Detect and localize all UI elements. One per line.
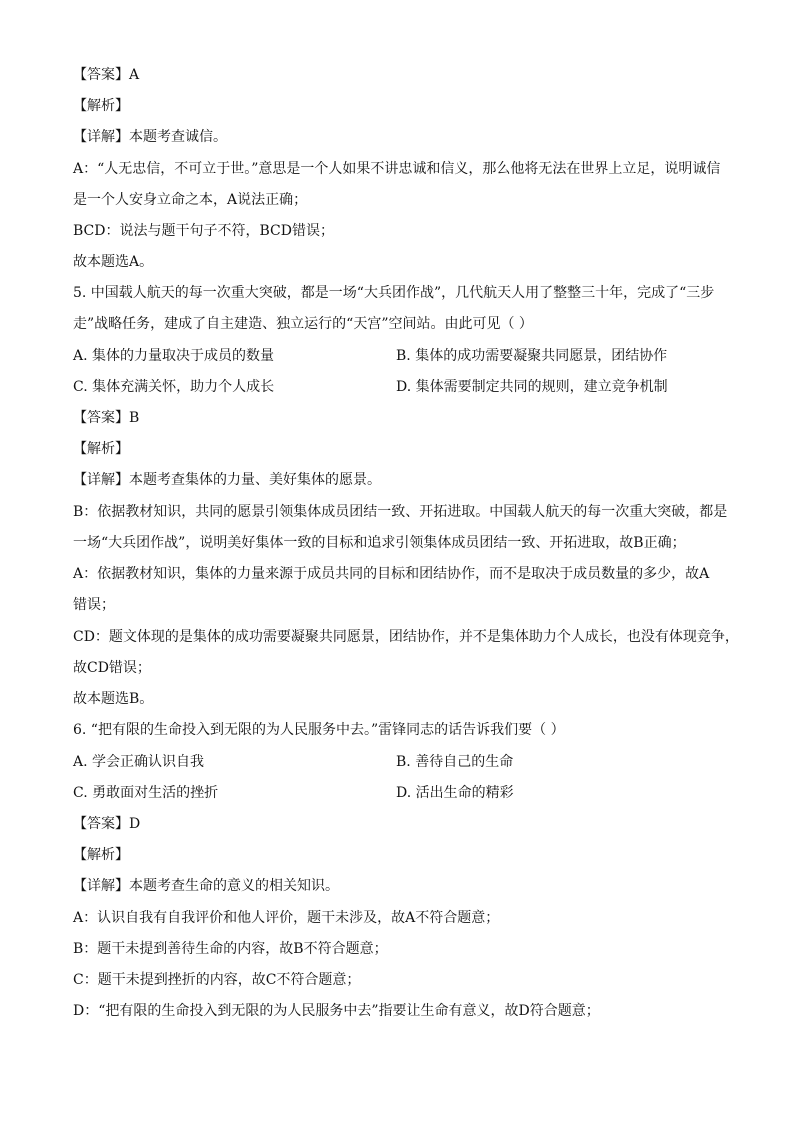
- explanation-line: 故CD错误；: [73, 660, 151, 676]
- explanation-line: B：依据教材知识，共同的愿景引领集体成员团结一致、开拓进取。中国载人航天的每一次重大突破，都是: [73, 504, 728, 520]
- explanation-line: 一场“大兵团作战”，说明美好集体一致的目标和追求引领集体成员团结一致、开拓进取，故B正确；: [73, 535, 686, 551]
- explanation-line: 是一个人安身立命之本，A说法正确；: [73, 192, 308, 208]
- option-b: B. 集体的成功需要凝聚共同愿景，团结协作: [396, 348, 668, 364]
- analysis-label: 【解析】: [73, 847, 129, 863]
- detail-line: 【详解】本题考查诚信。: [73, 129, 227, 145]
- option-a: A. 集体的力量取决于成员的数量: [73, 348, 275, 364]
- answer-label: 【答案】A: [73, 67, 140, 83]
- option-b: B. 善待自己的生命: [396, 754, 514, 770]
- explanation-line: 错误；: [73, 597, 115, 613]
- explanation-line: 故本题选B。: [73, 691, 154, 707]
- explanation-line: A：依据教材知识，集体的力量来源于成员共同的目标和团结协作，而不是取决于成员数量的多少，故A: [73, 566, 710, 582]
- explanation-line: D：“把有限的生命投入到无限的为人民服务中去”指要让生命有意义，故D符合题意；: [73, 1003, 600, 1019]
- detail-line: 【详解】本题考查集体的力量、美好集体的愿景。: [73, 472, 381, 488]
- explanation-line: B：题干未提到善待生命的内容，故B不符合题意；: [73, 941, 388, 957]
- answer-label: 【答案】D: [73, 816, 141, 832]
- analysis-label: 【解析】: [73, 441, 129, 457]
- option-d: D. 活出生命的精彩: [396, 785, 514, 801]
- option-c: C. 勇敢面对生活的挫折: [73, 785, 219, 801]
- option-c: C. 集体充满关怀，助力个人成长: [73, 379, 275, 395]
- question-stem: 走”战略任务，建成了自主建造、独立运行的“天宫”空间站。由此可见（ ）: [73, 316, 533, 332]
- explanation-line: C：题干未提到挫折的内容，故C不符合题意；: [73, 972, 361, 988]
- answer-label: 【答案】B: [73, 410, 140, 426]
- option-d: D. 集体需要制定共同的规则，建立竞争机制: [396, 379, 668, 395]
- explanation-line: CD：题文体现的是集体的成功需要凝聚共同愿景，团结协作，并不是集体助力个人成长，也没有体现竞争，: [73, 629, 739, 645]
- explanation-line: A：认识自我有自我评价和他人评价，题干未涉及，故A不符合题意；: [73, 910, 500, 926]
- explanation-line: 故本题选A。: [73, 254, 154, 270]
- question-stem: 5. 中国载人航天的每一次重大突破，都是一场“大兵团作战”，几代航天人用了整整三十年，完成了“三步: [73, 285, 715, 301]
- explanation-line: A：“人无忠信，不可立于世。”意思是一个人如果不讲忠诚和信义，那么他将无法在世界上立足，说明诚信: [73, 161, 721, 177]
- detail-line: 【详解】本题考查生命的意义的相关知识。: [73, 878, 339, 894]
- analysis-label: 【解析】: [73, 98, 129, 114]
- question-stem: 6. “把有限的生命投入到无限的为人民服务中去。”雷锋同志的话告诉我们要（ ）: [73, 722, 565, 738]
- option-a: A. 学会正确认识自我: [73, 754, 205, 770]
- explanation-line: BCD：说法与题干句子不符，BCD错误；: [73, 223, 334, 239]
